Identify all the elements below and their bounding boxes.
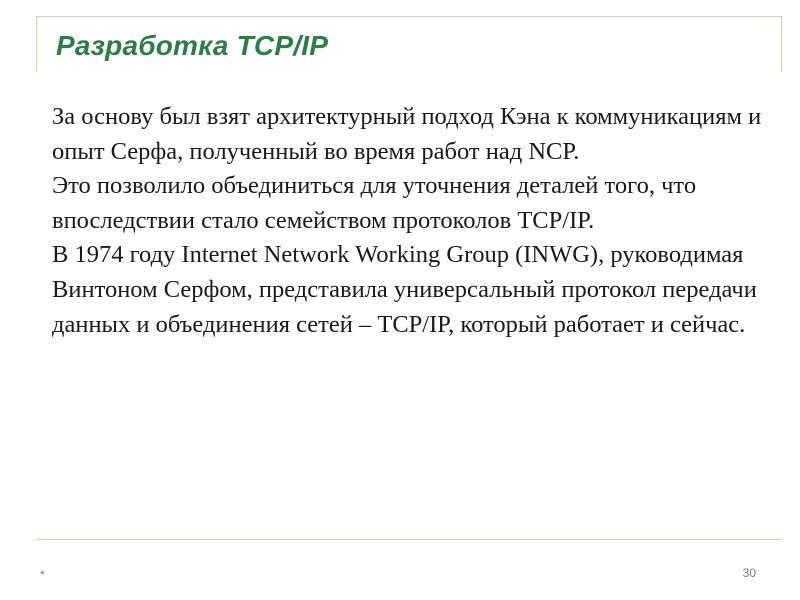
paragraph-1: За основу был взят архитектурный подход Кэна к коммуникациям и опыт Серфа, полученный во время работ над NCP. [52,103,762,165]
page-number: 30 [742,566,756,580]
bottom-divider [36,539,782,540]
slide-body [52,100,772,342]
top-divider [36,16,782,17]
right-frame-line [781,16,782,72]
left-frame-line [36,16,37,72]
footer-marker: * [40,568,45,582]
slide-title: Разработка TCP/IP [56,30,329,61]
paragraph-2: Это позволило объединиться для уточнения деталей того, что впоследствии стало семейством протоколов TCP/IP. [52,172,697,234]
paragraph-3: В 1974 году Internet Network Working Group (INWG), руководимая Винтоном Серфом, представила универсальный протокол передачи данных и объединения сетей – TCP/IP, который работает и сейчас. [52,241,757,338]
